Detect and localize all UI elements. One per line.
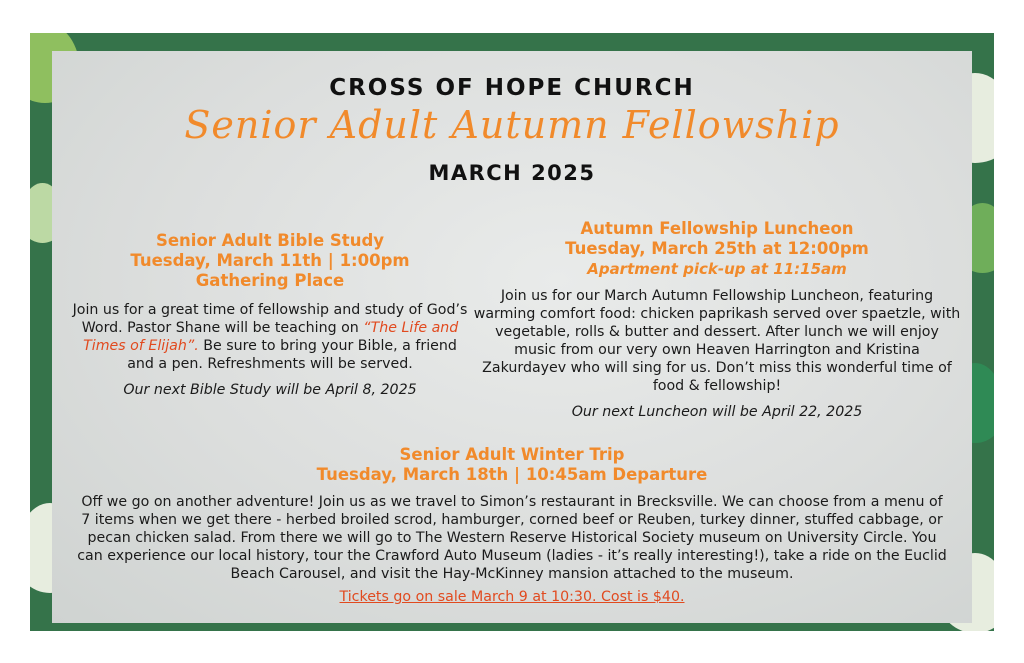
- winter-trip-body: Off we go on another adventure! Join us as we travel to Simon’s restaurant in Brecksville. We can choose from a menu of 7 items when we get there - herbed broiled scrod, hamburger, corned beef or Reuben, turkey dinner, stuffed cabbage, or pecan chicken salad. From there we will go to The Western Reserve Historical Society museum on University Circle. You can experience our local history, tour the Crawford Auto Museum (ladies - it’s really interesting!), take a ride on the Euclid Beach Carousel, and visit the Hay-McKinney mansion attached to the museum.: [77, 494, 947, 582]
- tickets-link[interactable]: Tickets go on sale March 9 at 10:30. Cost is $40.: [339, 589, 685, 605]
- winter-trip-title: Senior Adult Winter Trip: [399, 445, 625, 464]
- bible-study-location: Gathering Place: [195, 271, 345, 290]
- bible-study-body: [70, 301, 470, 373]
- luncheon-next-date: Our next Luncheon will be April 22, 2025: [571, 404, 863, 420]
- luncheon-pickup: Apartment pick-up at 11:15am: [587, 260, 847, 278]
- flyer-frame: [30, 33, 994, 631]
- luncheon-section: [472, 219, 962, 421]
- church-name: CROSS OF HOPE CHURCH: [329, 75, 695, 101]
- winter-trip-datetime: Tuesday, March 18th | 10:45am Departure: [316, 465, 708, 484]
- luncheon-title: Autumn Fellowship Luncheon: [580, 219, 854, 238]
- bible-study-topic: “The Life and Times of Elijah”.: [83, 320, 459, 354]
- event-series-title: Senior Adult Autumn Fellowship: [184, 103, 840, 147]
- bible-study-section: [70, 231, 470, 399]
- winter-trip-section: [77, 445, 947, 605]
- bible-study-body-part1: Join us for a great time of fellowship and study of God’s Word. Pastor Shane will be teaching on: [72, 302, 468, 336]
- luncheon-datetime: Tuesday, March 25th at 12:00pm: [565, 239, 869, 258]
- luncheon-body: Join us for our March Autumn Fellowship Luncheon, featuring warming comfort food: chicken paprikash served over spaetzle, with vegetable, rolls & butter and dessert. After lunch we will enjoy music from our very own Heaven Harrington and Kristina Zakurdayev who will sing for us. Don’t miss this wonderful time of food & fellowship!: [473, 288, 961, 394]
- bible-study-body-part2: Be sure to bring your Bible, a friend and a pen. Refreshments will be served.: [127, 338, 457, 372]
- content-panel: [52, 51, 972, 623]
- bible-study-next-date: Our next Bible Study will be April 8, 2025: [123, 382, 417, 398]
- bible-study-title: Senior Adult Bible Study: [155, 231, 385, 250]
- month-heading: MARCH 2025: [428, 161, 596, 185]
- bible-study-datetime: Tuesday, March 11th | 1:00pm: [130, 251, 410, 270]
